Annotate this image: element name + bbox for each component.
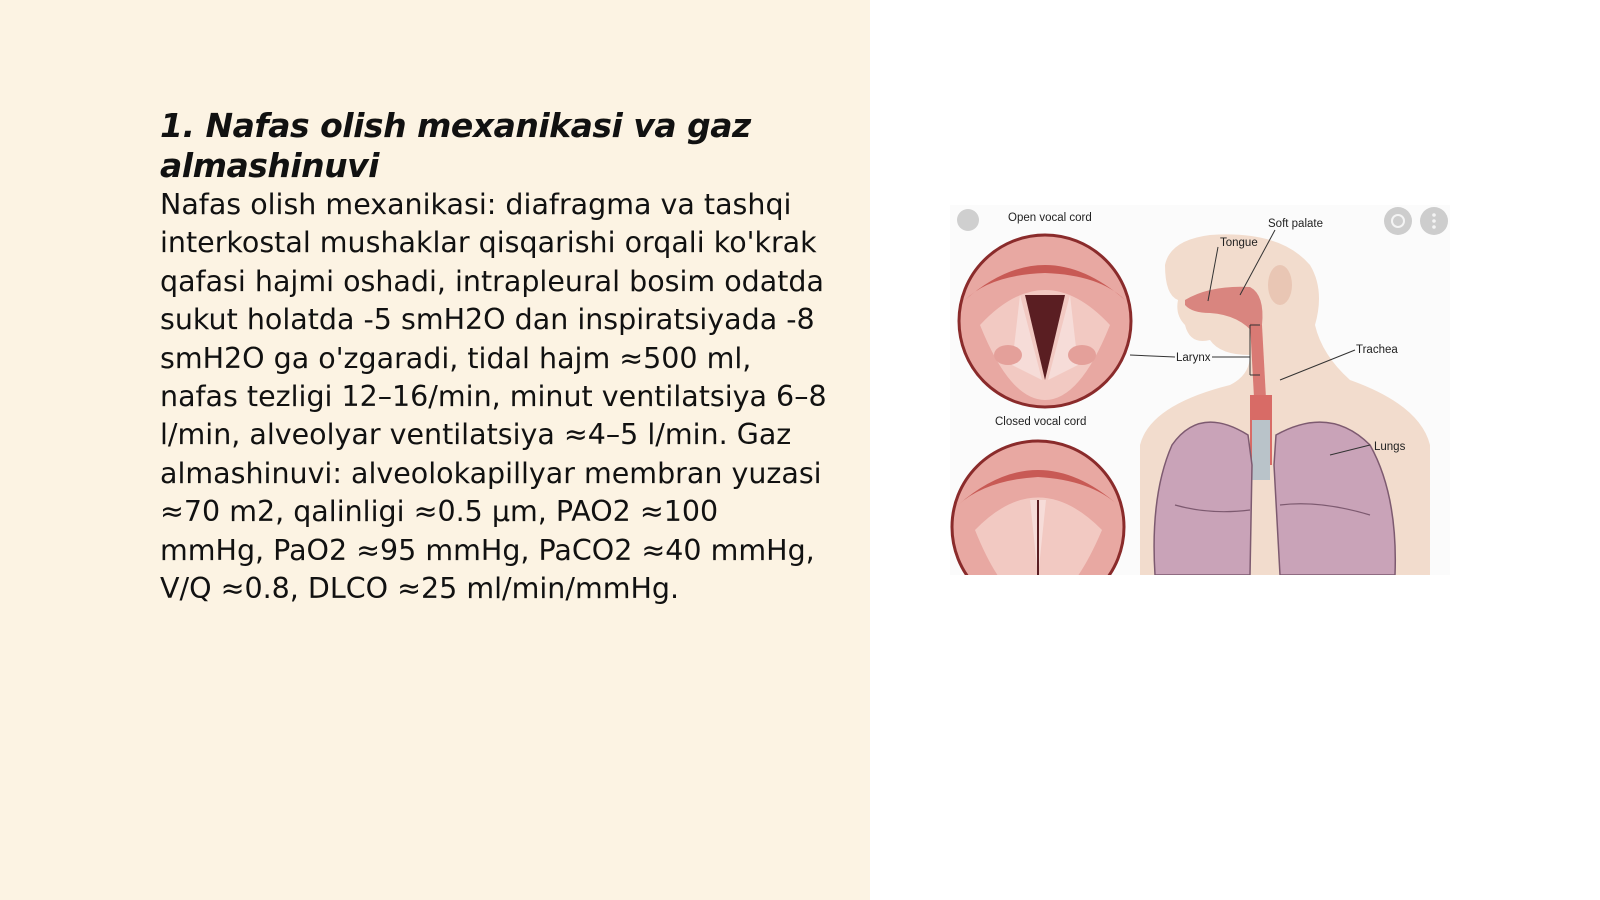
label-larynx: Larynx <box>1176 352 1211 364</box>
closed-vocal-cord-diagram <box>952 441 1124 575</box>
open-vocal-cord-diagram <box>959 235 1131 407</box>
label-tongue: Tongue <box>1220 237 1258 249</box>
lens-icon <box>1384 207 1412 235</box>
anatomy-figure <box>1140 234 1430 575</box>
slide-body: Nafas olish mexanikasi: diafragma va tashqi interkostal mushaklar qisqarishi orqali ko'krak qafasi hajmi oshadi, intrapleural bosim odatda sukut holatda -5 smH2O dan inspiratsiyada -8 smH2O ga o'zgaradi, tidal hajm ≈500 ml, nafas tezligi 12–16/min, minut ventilatsiya 6–8 l/min, alveolyar ventilatsiya ≈4–5 l/min. Gaz almashinuvi: alveolokapillyar membran yuzasi ≈70 m2, qalinligi ≈0.5 µm, PAO2 ≈100 mmHg, PaO2 ≈95 mmHg, PaCO2 ≈40 mmHg, V/Q ≈0.8, DLCO ≈25 ml/min/mmHg. <box>160 188 827 606</box>
label-closed-vocal-cord: Closed vocal cord <box>995 416 1087 428</box>
image-dot-icon <box>957 209 979 231</box>
label-open-vocal-cord: Open vocal cord <box>1008 212 1092 224</box>
respiratory-illustration <box>950 205 1450 575</box>
label-lungs: Lungs <box>1374 441 1406 453</box>
label-trachea: Trachea <box>1356 344 1398 356</box>
slide-title: 1. Nafas olish mexanikasi va gaz almashinuvi <box>160 106 751 185</box>
label-soft-palate: Soft palate <box>1268 218 1323 230</box>
